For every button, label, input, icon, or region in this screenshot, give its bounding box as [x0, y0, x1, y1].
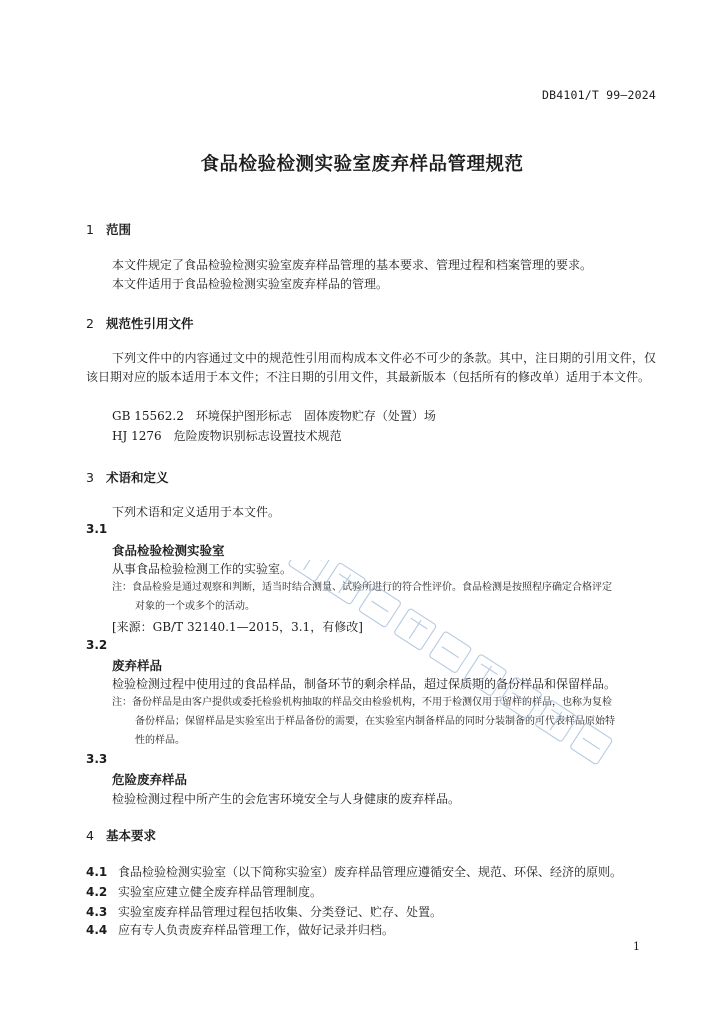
normative-reference-1: GB 15562.2 环境保护图形标志 固体废物贮存（处置）场 — [112, 409, 436, 423]
term-3-2-definition: 检验检测过程中使用过的食品样品，制备环节的剩余样品，超过保质期的备份样品和保留样品。 — [112, 677, 617, 691]
section-title: 范围 — [106, 222, 132, 237]
section-2-paragraph: 下列文件中的内容通过文中的规范性引用而构成本文件必不可少的条款。其中，注日期的引用文件，仅该日期对应的版本适用于本文件；不注日期的引用文件，其最新版本（包括所有的修改单）适用于本文件。 — [86, 351, 656, 384]
note-text-line-1: 食品检验是通过观察和判断，适当时结合测量、试验所进行的符合性评价。食品检测是按照程序确定合格评定 — [132, 582, 612, 593]
requirement-number: 4.4 — [86, 923, 108, 937]
term-3-3-name: 危险废弃样品 — [112, 772, 188, 787]
requirement-number: 4.2 — [86, 885, 108, 899]
section-1-heading — [86, 220, 131, 238]
requirement-text: 实验室应建立健全废弃样品管理制度。 — [118, 885, 323, 899]
requirement-item — [86, 903, 442, 920]
requirement-text: 应有专人负责废弃样品管理工作，做好记录并归档。 — [118, 923, 395, 937]
term-3-1-source: [来源：GB/T 32140.1—2015，3.1，有修改] — [112, 620, 363, 634]
section-number: 4 — [86, 828, 94, 843]
requirement-text: 食品检验检测实验室（以下简称实验室）废弃样品管理应遵循安全、规范、环保、经济的原则。 — [118, 865, 623, 879]
term-3-3-number: 3.3 — [86, 752, 108, 766]
section-number: 1 — [86, 222, 94, 237]
requirement-number: 4.3 — [86, 905, 108, 919]
requirement-item — [86, 863, 622, 880]
requirement-item — [86, 921, 394, 938]
term-3-1-name: 食品检验检测实验室 — [112, 543, 225, 558]
requirement-item — [86, 883, 322, 900]
term-3-2-note-line-2: 备份样品；保留样品是实验室出于样品备份的需要，在实验室内制备样品的同时分装制备的可代表样品原始特 — [135, 716, 615, 727]
document-code: DB4101/T 99—2024 — [542, 88, 656, 102]
term-3-1-note-line-2: 对象的一个或多个的活动。 — [135, 601, 255, 612]
note-text-line-1: 备份样品是由客户提供或委托检验机构抽取的样品交由检验机构，不用于检测仅用于留样的样品，也称为复检 — [132, 697, 612, 708]
section-number: 2 — [86, 316, 94, 331]
note-label: 注： — [112, 697, 132, 708]
section-1-paragraph-1: 本文件规定了食品检验检测实验室废弃样品管理的基本要求、管理过程和档案管理的要求。 — [112, 258, 593, 272]
term-3-3-definition: 检验检测过程中所产生的会危害环境安全与人身健康的废弃样品。 — [112, 792, 461, 806]
normative-reference-2: HJ 1276 危险废物识别标志设置技术规范 — [112, 429, 342, 443]
section-4-heading — [86, 826, 156, 844]
term-3-1-definition: 从事食品检验检测工作的实验室。 — [112, 562, 293, 576]
section-1-paragraph-2: 本文件适用于食品检验检测实验室废弃样品的管理。 — [112, 277, 389, 291]
section-title: 规范性引用文件 — [106, 316, 194, 331]
requirement-text: 实验室废弃样品管理过程包括收集、分类登记、贮存、处置。 — [118, 905, 443, 919]
section-title: 基本要求 — [106, 828, 157, 843]
term-3-1-note — [112, 578, 657, 597]
term-3-2-number: 3.2 — [86, 638, 108, 652]
section-3-intro: 下列术语和定义适用于本文件。 — [112, 505, 281, 519]
term-3-1-number: 3.1 — [86, 522, 108, 536]
section-number: 3 — [86, 470, 94, 485]
section-title: 术语和定义 — [106, 470, 169, 485]
term-3-2-name: 废弃样品 — [112, 658, 163, 673]
term-3-2-note-line-3: 性的样品。 — [135, 735, 185, 746]
requirement-number: 4.1 — [86, 865, 108, 879]
note-label: 注： — [112, 582, 132, 593]
document-title: 食品检验检测实验室废弃样品管理规范 — [200, 154, 524, 175]
term-3-2-note — [112, 693, 657, 712]
page-number: 1 — [633, 940, 640, 953]
section-3-heading — [86, 468, 169, 486]
section-2-heading — [86, 314, 194, 332]
